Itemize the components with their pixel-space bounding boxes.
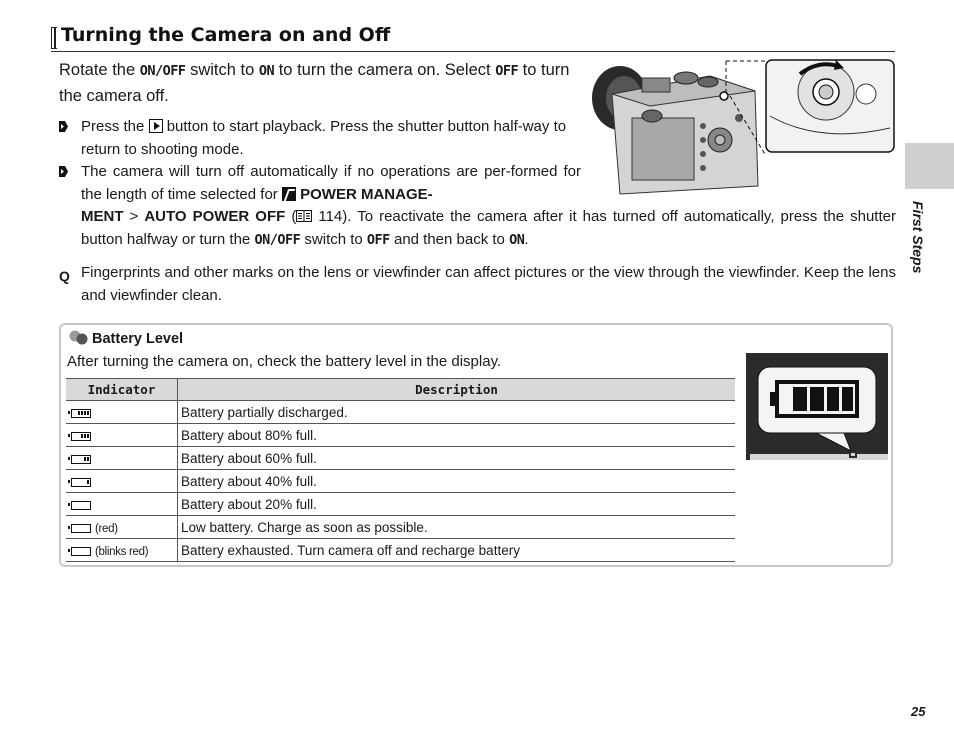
battery-box-intro: After turning the camera on, check the battery level in the display.	[67, 353, 502, 370]
lcd-battery-display-illustration	[746, 353, 888, 460]
table-row	[66, 539, 735, 562]
description-cell: Battery partially discharged.	[178, 401, 736, 424]
battery-level-icon	[71, 524, 91, 533]
bullet-auto-power-off: The camera will turn off automatically if no operations are per-formed for the length of time selected for POWER MANAGE-	[81, 161, 581, 206]
camera-power-switch-illustration	[590, 56, 896, 196]
table-row	[66, 493, 735, 516]
page-title: Turning the Camera on and Off	[61, 24, 391, 46]
indicator-cell	[66, 447, 178, 470]
chapter-tab	[905, 143, 954, 189]
table-row	[66, 447, 735, 470]
section-heading	[51, 24, 895, 52]
battery-level-icon	[71, 478, 91, 487]
bullet-arrow-icon	[58, 165, 69, 178]
description-cell: Low battery. Charge as soon as possible.	[178, 516, 736, 539]
description-cell: Battery exhausted. Turn camera off and recharge battery	[178, 539, 736, 562]
indicator-cell	[66, 470, 178, 493]
table-row	[66, 424, 735, 447]
caution-note: Q Fingerprints and other marks on the lens or viewfinder can affect pictures or the view through the viewfinder. Keep the lens and viewfinder clean.	[59, 264, 896, 304]
table-row	[66, 470, 735, 493]
indicator-cell	[66, 424, 178, 447]
battery-level-icon	[71, 547, 91, 556]
bullet-arrow-icon	[58, 120, 69, 133]
indicator-cell	[66, 516, 178, 539]
power-management-icon	[282, 187, 296, 201]
battery-level-icon	[71, 409, 91, 418]
indicator-note: (red)	[95, 522, 118, 535]
description-cell: Battery about 40% full.	[178, 470, 736, 493]
intro-paragraph: Rotate the ON/OFF switch to ON to turn the camera on. Select OFF to turn the camera off.	[59, 61, 570, 105]
battery-level-icon	[71, 501, 91, 510]
description-cell: Battery about 20% full.	[178, 493, 736, 516]
playback-button-icon	[149, 119, 163, 133]
column-header-description: Description	[178, 379, 736, 401]
battery-indicator-table	[66, 378, 735, 562]
menu-power-management: POWER MANAGE-	[300, 185, 433, 203]
indicator-cell	[66, 493, 178, 516]
battery-level-icon	[71, 432, 91, 441]
table-row	[66, 516, 735, 539]
table-row	[66, 401, 735, 424]
table-header-row	[66, 379, 735, 401]
indicator-cell	[66, 401, 178, 424]
hint-icon	[67, 330, 89, 346]
heading-bar-decoration	[51, 27, 57, 49]
page-number: 25	[911, 704, 926, 719]
indicator-cell	[66, 539, 178, 562]
description-cell: Battery about 60% full.	[178, 447, 736, 470]
bullet-playback: Press the button to start playback. Press the shutter button half-way to return to shooting mode.	[81, 116, 581, 161]
off-keyword: OFF	[495, 63, 519, 79]
caution-icon: Q	[59, 268, 70, 284]
indicator-note: (blinks red)	[95, 545, 149, 558]
power-switch-detail-inset	[766, 60, 894, 152]
menu-auto-power-off: AUTO POWER OFF	[144, 208, 286, 225]
bullet-auto-power-off-continued: MENT > AUTO POWER OFF ( 114). To reactivate the camera after it has turned off automatically, press the shutter button halfway or turn the ON/OFF switch to OFF and then back to ON.	[81, 208, 896, 248]
battery-level-icon	[71, 455, 91, 464]
chapter-label: First Steps	[910, 201, 926, 274]
column-header-indicator: Indicator	[66, 379, 178, 401]
description-cell: Battery about 80% full.	[178, 424, 736, 447]
on-keyword: ON	[258, 63, 275, 79]
page-reference-icon	[296, 210, 312, 222]
battery-box-title: Battery Level	[67, 330, 183, 347]
camera-body-drawing	[592, 66, 758, 194]
on-off-keyword: ON/OFF	[139, 63, 186, 79]
